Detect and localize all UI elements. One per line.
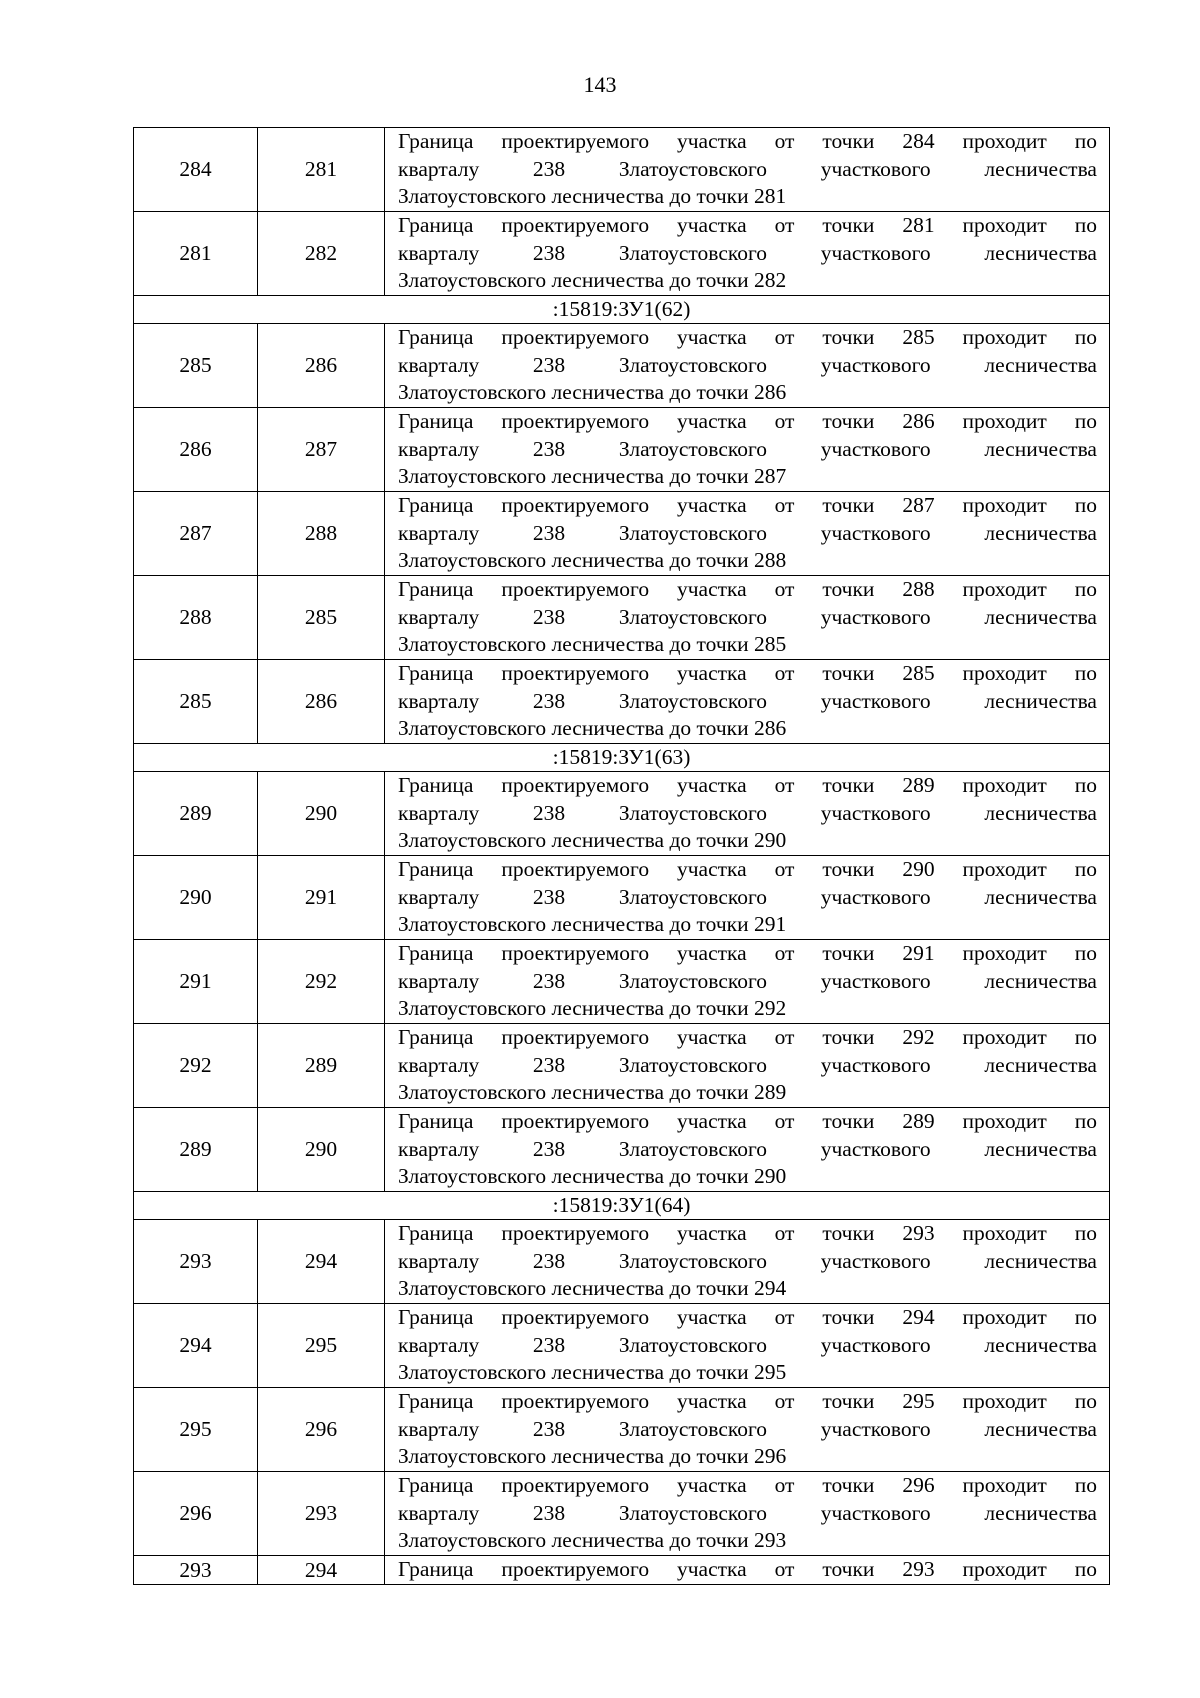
section-header-row <box>134 296 1110 324</box>
table-row <box>134 1024 1110 1108</box>
table-row <box>134 212 1110 296</box>
description-cell <box>385 212 1110 296</box>
description-cell <box>385 1024 1110 1108</box>
description-cell <box>385 128 1110 212</box>
point-to-cell: 286 <box>258 660 385 744</box>
description-cell <box>385 940 1110 1024</box>
description-line-3: Златоустовского лесничества до точки 291 <box>398 912 787 937</box>
description-line-1: Граница проектируемого участка от точки 294 проходит по <box>398 1305 1097 1330</box>
description-line-1: Граница проектируемого участка от точки 281 проходит по <box>398 213 1097 238</box>
table-row <box>134 324 1110 408</box>
point-from-cell: 293 <box>134 1220 258 1304</box>
description-line-1: Граница проектируемого участка от точки 285 проходит по <box>398 325 1097 350</box>
table-row <box>134 772 1110 856</box>
point-from-cell: 281 <box>134 212 258 296</box>
description-line-3: Златоустовского лесничества до точки 286 <box>398 380 787 405</box>
table-row-partial <box>134 1556 1110 1585</box>
description-line-1: Граница проектируемого участка от точки 289 проходит по <box>398 1109 1097 1134</box>
description-line-1: Граница проектируемого участка от точки 290 проходит по <box>398 857 1097 882</box>
description-line-1: Граница проектируемого участка от точки 292 проходит по <box>398 1025 1097 1050</box>
point-from-cell: 289 <box>134 772 258 856</box>
description-cell <box>385 576 1110 660</box>
point-to-cell: 281 <box>258 128 385 212</box>
table-row <box>134 492 1110 576</box>
description-line-2: кварталу 238 Златоустовского участкового лесничества <box>398 1332 1097 1357</box>
point-from-cell: 284 <box>134 128 258 212</box>
point-from-cell: 295 <box>134 1388 258 1472</box>
description-line-2: кварталу 238 Златоустовского участкового лесничества <box>398 1136 1097 1161</box>
description-cell <box>385 1556 1110 1585</box>
description-line-2: кварталу 238 Златоустовского участкового лесничества <box>398 688 1097 713</box>
point-to-cell: 288 <box>258 492 385 576</box>
description-cell <box>385 1220 1110 1304</box>
table-row <box>134 1108 1110 1192</box>
point-from-cell: 294 <box>134 1304 258 1388</box>
point-to-cell: 282 <box>258 212 385 296</box>
description-line-2: кварталу 238 Златоустовского участкового лесничества <box>398 520 1097 545</box>
point-to-cell: 292 <box>258 940 385 1024</box>
description-line-3: Златоустовского лесничества до точки 296 <box>398 1444 787 1469</box>
point-from-cell: 285 <box>134 324 258 408</box>
description-cell <box>385 492 1110 576</box>
description-line-1: Граница проектируемого участка от точки 286 проходит по <box>398 409 1097 434</box>
point-from-cell: 286 <box>134 408 258 492</box>
description-line-1: Граница проектируемого участка от точки 296 проходит по <box>398 1473 1097 1498</box>
description-cell <box>385 1472 1110 1556</box>
table-row <box>134 660 1110 744</box>
description-cell <box>385 1304 1110 1388</box>
description-line-3: Златоустовского лесничества до точки 281 <box>398 184 787 209</box>
table-row <box>134 1220 1110 1304</box>
point-to-cell: 293 <box>258 1472 385 1556</box>
description-line-1: Граница проектируемого участка от точки 291 проходит по <box>398 941 1097 966</box>
point-to-cell: 290 <box>258 772 385 856</box>
section-header: :15819:ЗУ1(64) <box>134 1192 1110 1220</box>
description-line-3: Златоустовского лесничества до точки 287 <box>398 464 787 489</box>
point-to-cell: 294 <box>258 1556 385 1585</box>
point-to-cell: 289 <box>258 1024 385 1108</box>
point-to-cell: 296 <box>258 1388 385 1472</box>
point-from-cell: 288 <box>134 576 258 660</box>
description-line-2: кварталу 238 Златоустовского участкового лесничества <box>398 156 1097 181</box>
description-line-1: Граница проектируемого участка от точки 293 проходит по <box>398 1557 1097 1582</box>
table-row <box>134 128 1110 212</box>
description-line-3: Златоустовского лесничества до точки 282 <box>398 268 787 293</box>
description-line-2: кварталу 238 Златоустовского участкового лесничества <box>398 1052 1097 1077</box>
table-row <box>134 856 1110 940</box>
description-line-2: кварталу 238 Златоустовского участкового лесничества <box>398 352 1097 377</box>
description-line-1: Граница проектируемого участка от точки 293 проходит по <box>398 1221 1097 1246</box>
point-from-cell: 291 <box>134 940 258 1024</box>
point-from-cell: 289 <box>134 1108 258 1192</box>
point-to-cell: 290 <box>258 1108 385 1192</box>
description-line-1: Граница проектируемого участка от точки 287 проходит по <box>398 493 1097 518</box>
description-line-3: Златоустовского лесничества до точки 292 <box>398 996 787 1021</box>
section-header: :15819:ЗУ1(63) <box>134 744 1110 772</box>
description-line-3: Златоустовского лесничества до точки 285 <box>398 632 787 657</box>
description-line-3: Златоустовского лесничества до точки 293 <box>398 1528 787 1553</box>
description-line-2: кварталу 238 Златоустовского участкового лесничества <box>398 240 1097 265</box>
description-line-2: кварталу 238 Златоустовского участкового лесничества <box>398 604 1097 629</box>
description-cell <box>385 324 1110 408</box>
point-to-cell: 286 <box>258 324 385 408</box>
table-body <box>134 128 1110 1585</box>
point-to-cell: 291 <box>258 856 385 940</box>
point-to-cell: 295 <box>258 1304 385 1388</box>
description-line-3: Златоустовского лесничества до точки 288 <box>398 548 787 573</box>
description-line-1: Граница проектируемого участка от точки 285 проходит по <box>398 661 1097 686</box>
section-header: :15819:ЗУ1(62) <box>134 296 1110 324</box>
description-line-1: Граница проектируемого участка от точки 295 проходит по <box>398 1389 1097 1414</box>
description-line-2: кварталу 238 Златоустовского участкового лесничества <box>398 1500 1097 1525</box>
description-line-1: Граница проектируемого участка от точки 289 проходит по <box>398 773 1097 798</box>
description-cell <box>385 1108 1110 1192</box>
description-line-3: Златоустовского лесничества до точки 289 <box>398 1080 787 1105</box>
description-line-2: кварталу 238 Златоустовского участкового лесничества <box>398 800 1097 825</box>
description-line-2: кварталу 238 Златоустовского участкового лесничества <box>398 1248 1097 1273</box>
point-from-cell: 293 <box>134 1556 258 1585</box>
table-row <box>134 940 1110 1024</box>
description-cell <box>385 772 1110 856</box>
point-to-cell: 287 <box>258 408 385 492</box>
description-line-3: Златоустовского лесничества до точки 290 <box>398 1164 787 1189</box>
description-line-2: кварталу 238 Златоустовского участкового лесничества <box>398 968 1097 993</box>
section-header-row <box>134 1192 1110 1220</box>
description-cell <box>385 1388 1110 1472</box>
description-line-3: Златоустовского лесничества до точки 286 <box>398 716 787 741</box>
point-from-cell: 292 <box>134 1024 258 1108</box>
table-row <box>134 576 1110 660</box>
description-line-2: кварталу 238 Златоустовского участкового лесничества <box>398 1416 1097 1441</box>
point-from-cell: 290 <box>134 856 258 940</box>
point-to-cell: 285 <box>258 576 385 660</box>
description-line-1: Граница проектируемого участка от точки 284 проходит по <box>398 129 1097 154</box>
table-row <box>134 408 1110 492</box>
description-line-1: Граница проектируемого участка от точки 288 проходит по <box>398 577 1097 602</box>
description-line-3: Златоустовского лесничества до точки 295 <box>398 1360 787 1385</box>
point-to-cell: 294 <box>258 1220 385 1304</box>
table-row <box>134 1304 1110 1388</box>
description-line-3: Златоустовского лесничества до точки 290 <box>398 828 787 853</box>
description-cell <box>385 856 1110 940</box>
description-cell <box>385 408 1110 492</box>
point-from-cell: 287 <box>134 492 258 576</box>
description-line-3: Златоустовского лесничества до точки 294 <box>398 1276 787 1301</box>
section-header-row <box>134 744 1110 772</box>
page-number: 143 <box>583 72 617 97</box>
description-line-2: кварталу 238 Златоустовского участкового лесничества <box>398 884 1097 909</box>
description-cell <box>385 660 1110 744</box>
boundary-description-table <box>133 127 1110 1585</box>
table-row <box>134 1472 1110 1556</box>
description-line-2: кварталу 238 Златоустовского участкового лесничества <box>398 436 1097 461</box>
point-from-cell: 285 <box>134 660 258 744</box>
point-from-cell: 296 <box>134 1472 258 1556</box>
table-row <box>134 1388 1110 1472</box>
